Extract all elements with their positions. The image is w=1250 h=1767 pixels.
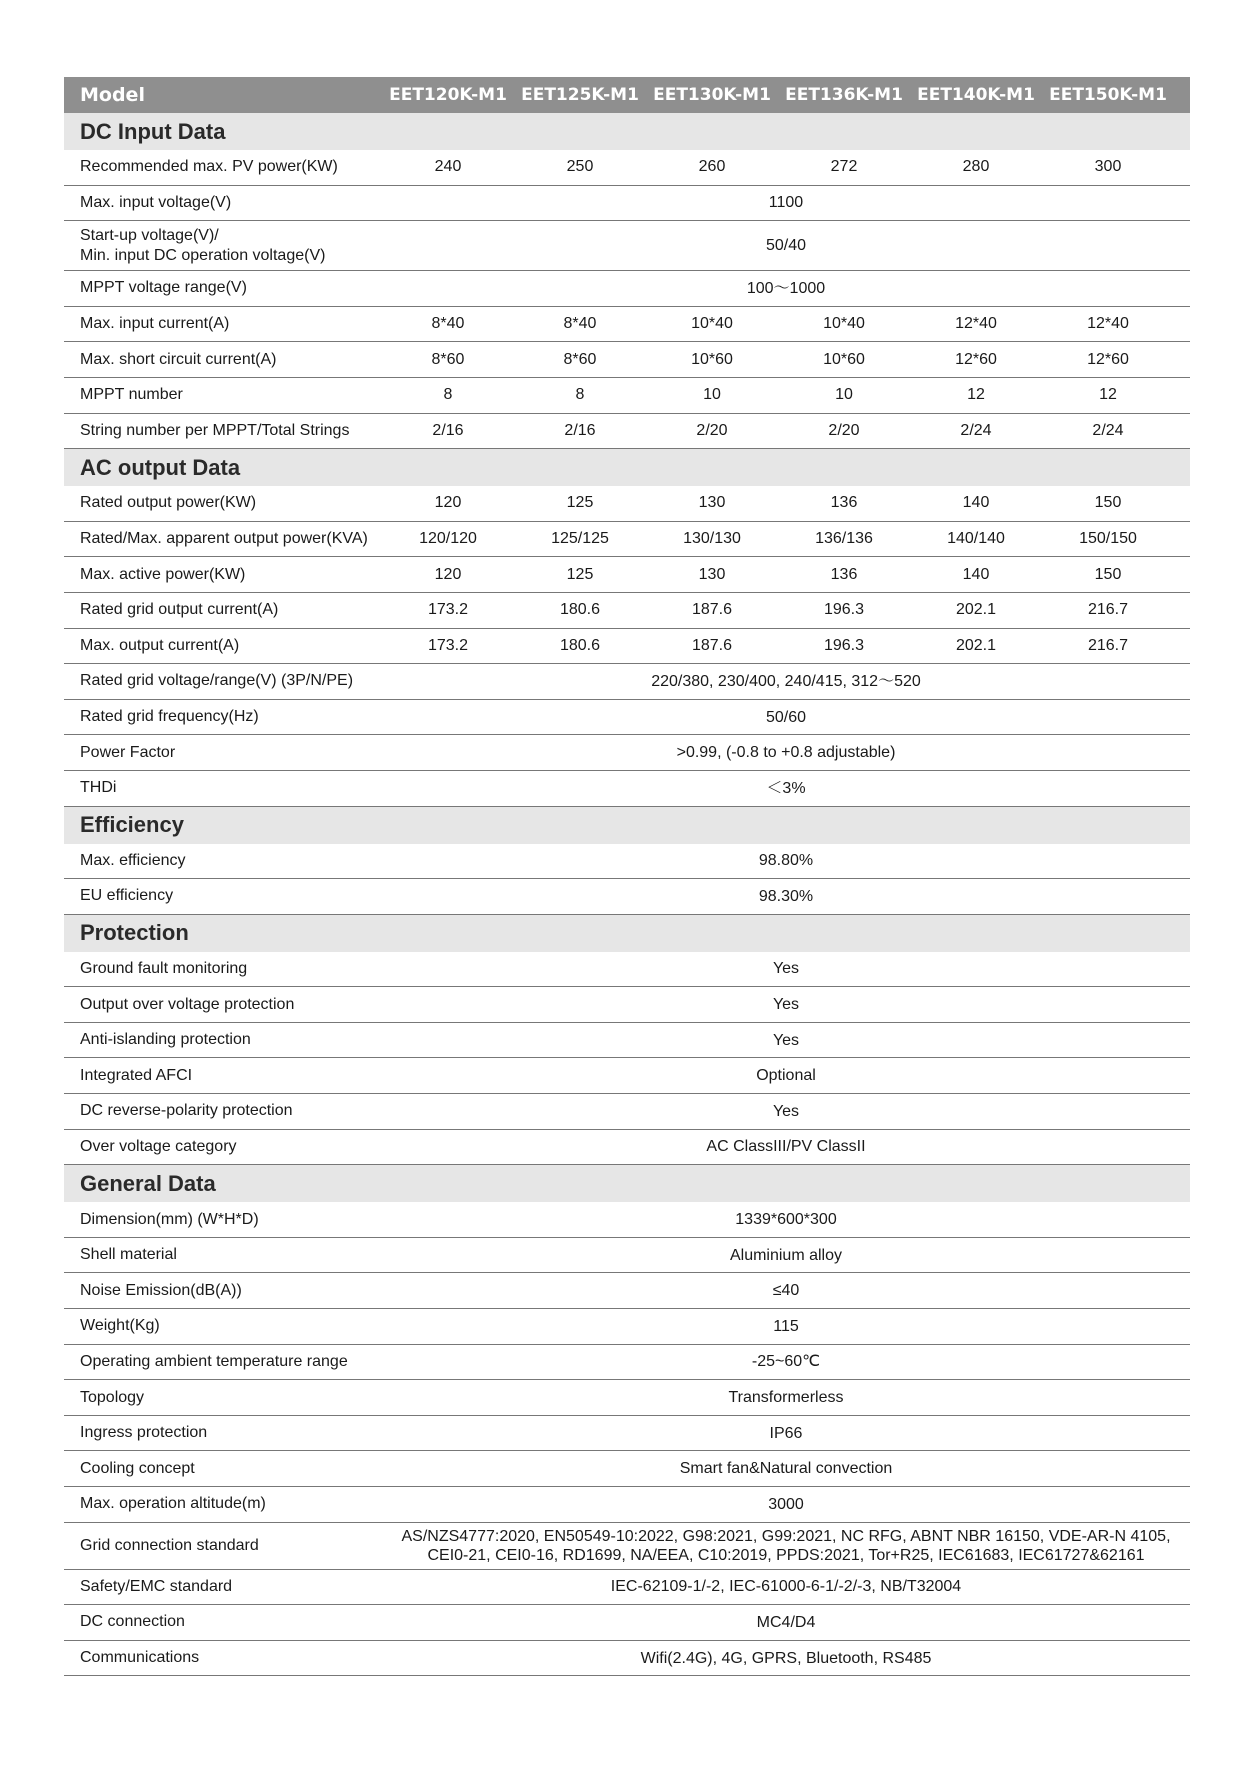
spec-value: 280 <box>962 158 990 176</box>
spec-value: 216.7 <box>1087 601 1129 619</box>
spec-row <box>64 1451 1190 1487</box>
spec-value: 8*60 <box>431 350 465 368</box>
spec-value: 202.1 <box>955 601 997 619</box>
section-title: DC Input Data <box>64 113 1190 150</box>
spec-row <box>64 1570 1190 1606</box>
spec-label: Rated output power(KW) <box>80 494 257 512</box>
spec-row <box>64 1202 1190 1238</box>
spec-value: 250 <box>566 158 594 176</box>
spec-row <box>64 1130 1190 1166</box>
spec-row <box>64 186 1190 222</box>
spec-value: 10 <box>703 386 721 404</box>
spec-value: 140 <box>962 494 990 512</box>
section-title: Efficiency <box>64 807 1190 844</box>
spec-value: 136 <box>830 494 858 512</box>
spec-value: 150 <box>1094 565 1122 583</box>
spec-row <box>64 1605 1190 1641</box>
spec-value-shared: AS/NZS4777:2020, EN50549-10:2022, G98:2021, G99:2021, NC RFG, ABNT NBR 16150, VDE-AR-N 4105, CEI0-21, CEI0-16, RD1699, NA/EEA, C10:2019, PPDS:2021, Tor+R25, IEC61683, IEC61727&62161 <box>401 1527 1171 1564</box>
spec-row <box>64 1023 1190 1059</box>
spec-row <box>64 1641 1190 1677</box>
spec-row <box>64 1416 1190 1452</box>
spec-value: 2/20 <box>828 421 860 439</box>
spec-value: 2/16 <box>432 421 464 439</box>
spec-label: THDi <box>80 779 117 797</box>
spec-value: 12 <box>967 386 985 404</box>
spec-value-shared: -25~60℃ <box>751 1353 821 1371</box>
spec-label: DC reverse-polarity protection <box>80 1102 293 1120</box>
spec-label: DC connection <box>80 1613 185 1631</box>
spec-value: 8*40 <box>563 315 597 333</box>
spec-value-shared: Smart fan&Natural convection <box>679 1460 893 1478</box>
spec-value-shared: IEC-62109-1/-2, IEC-61000-6-1/-2/-3, NB/T32004 <box>610 1578 962 1596</box>
spec-label: Recommended max. PV power(KW) <box>80 158 338 176</box>
model-name: EET150K-M1 <box>1049 85 1167 105</box>
spec-label: Max. short circuit current(A) <box>80 350 277 368</box>
spec-value: 187.6 <box>691 601 733 619</box>
spec-value: 10*60 <box>823 350 865 368</box>
spec-row <box>64 771 1190 807</box>
spec-value-shared: 50/60 <box>765 708 807 726</box>
spec-value: 136 <box>830 565 858 583</box>
spec-value-shared: Yes <box>772 1102 800 1120</box>
spec-value-shared: 98.30% <box>758 887 814 905</box>
model-name: EET136K-M1 <box>785 85 903 105</box>
spec-value: 300 <box>1094 158 1122 176</box>
spec-row <box>64 150 1190 186</box>
spec-label: Max. output current(A) <box>80 636 240 654</box>
spec-value: 12*60 <box>955 350 997 368</box>
spec-value: 125 <box>566 565 594 583</box>
spec-value: 2/24 <box>960 421 992 439</box>
spec-value: 8*40 <box>431 315 465 333</box>
spec-row <box>64 342 1190 378</box>
spec-value: 196.3 <box>823 636 865 654</box>
spec-value-shared: 115 <box>773 1317 799 1335</box>
spec-value: 120 <box>434 565 462 583</box>
spec-value-shared: Yes <box>772 996 800 1014</box>
spec-label: MPPT number <box>80 386 183 404</box>
model-header-row <box>64 77 1190 113</box>
spec-value-shared: 50/40 <box>765 237 807 255</box>
spec-table <box>64 77 1190 1676</box>
spec-value: 130/130 <box>683 530 741 548</box>
spec-row <box>64 629 1190 665</box>
model-name: EET140K-M1 <box>917 85 1035 105</box>
spec-value: 10*40 <box>823 315 865 333</box>
spec-row <box>64 664 1190 700</box>
spec-label: Output over voltage protection <box>80 995 295 1013</box>
spec-row <box>64 221 1190 271</box>
spec-row <box>64 378 1190 414</box>
spec-label: MPPT voltage range(V) <box>80 279 247 297</box>
spec-value-shared: MC4/D4 <box>756 1613 816 1631</box>
spec-value: 10 <box>835 386 853 404</box>
section-title: Protection <box>64 915 1190 952</box>
spec-value: 2/24 <box>1092 421 1124 439</box>
spec-value: 120/120 <box>419 530 477 548</box>
spec-row <box>64 1523 1190 1570</box>
spec-value: 173.2 <box>427 601 469 619</box>
spec-label: Communications <box>80 1649 200 1667</box>
spec-value-shared: ＜3% <box>766 779 806 797</box>
spec-value: 173.2 <box>427 636 469 654</box>
spec-value: 140/140 <box>947 530 1005 548</box>
spec-row <box>64 1238 1190 1274</box>
spec-row <box>64 593 1190 629</box>
spec-label: Rated grid frequency(Hz) <box>80 708 259 726</box>
spec-row <box>64 1309 1190 1345</box>
spec-value: 180.6 <box>559 636 601 654</box>
spec-value-shared: Wifi(2.4G), 4G, GPRS, Bluetooth, RS485 <box>640 1649 932 1667</box>
spec-label: Over voltage category <box>80 1137 237 1155</box>
spec-label: Max. input voltage(V) <box>80 193 232 211</box>
spec-label: Ground fault monitoring <box>80 959 248 977</box>
section-title: General Data <box>64 1165 1190 1202</box>
section-title: AC output Data <box>64 449 1190 486</box>
spec-label: Dimension(mm) (W*H*D) <box>80 1210 259 1228</box>
spec-value: 125 <box>566 494 594 512</box>
spec-value: 12*40 <box>1087 315 1129 333</box>
spec-label: Rated grid voltage/range(V) (3P/N/PE) <box>80 672 354 690</box>
spec-value: 140 <box>962 565 990 583</box>
spec-row <box>64 844 1190 880</box>
spec-value-shared: AC ClassIII/PV ClassII <box>706 1138 866 1156</box>
spec-label: Power Factor <box>80 743 176 761</box>
spec-value-shared: Yes <box>772 960 800 978</box>
spec-value: 8*60 <box>563 350 597 368</box>
spec-value: 150 <box>1094 494 1122 512</box>
spec-value: 150/150 <box>1079 530 1137 548</box>
spec-value-shared: Yes <box>772 1031 800 1049</box>
spec-label: Anti-islanding protection <box>80 1031 251 1049</box>
spec-row <box>64 700 1190 736</box>
spec-label: Max. efficiency <box>80 851 186 869</box>
spec-value: 187.6 <box>691 636 733 654</box>
spec-label: Grid connection standard <box>80 1536 259 1554</box>
spec-label: Max. active power(KW) <box>80 565 246 583</box>
spec-value-shared: Aluminium alloy <box>729 1246 843 1264</box>
spec-label: Ingress protection <box>80 1424 208 1442</box>
spec-value-shared: ≤40 <box>772 1282 800 1300</box>
spec-value-shared: 3000 <box>768 1495 804 1513</box>
spec-value: 8 <box>443 386 453 404</box>
spec-value: 130 <box>698 494 726 512</box>
spec-value-shared: 1100 <box>768 194 804 212</box>
spec-row <box>64 1345 1190 1381</box>
spec-row <box>64 557 1190 593</box>
spec-value: 12*60 <box>1087 350 1129 368</box>
spec-value: 240 <box>434 158 462 176</box>
spec-label: Operating ambient temperature range <box>80 1352 348 1370</box>
spec-label: Noise Emission(dB(A)) <box>80 1281 242 1299</box>
spec-value: 272 <box>830 158 858 176</box>
spec-label: Rated/Max. apparent output power(KVA) <box>80 530 368 548</box>
spec-row <box>64 271 1190 307</box>
spec-label: Cooling concept <box>80 1459 195 1477</box>
spec-value-shared: IP66 <box>769 1424 803 1442</box>
spec-value-shared: Optional <box>756 1067 816 1085</box>
spec-value-shared: Transformerless <box>728 1389 844 1407</box>
spec-label: Max. input current(A) <box>80 315 230 333</box>
spec-value: 2/20 <box>696 421 728 439</box>
spec-row <box>64 735 1190 771</box>
spec-label: EU efficiency <box>80 887 174 905</box>
spec-row <box>64 414 1190 450</box>
spec-row <box>64 1094 1190 1130</box>
spec-row <box>64 486 1190 522</box>
spec-row <box>64 522 1190 558</box>
spec-value: 130 <box>698 565 726 583</box>
spec-label: String number per MPPT/Total Strings <box>80 421 350 439</box>
spec-value: 10*60 <box>691 350 733 368</box>
spec-label: Start-up voltage(V)/ Min. input DC operation voltage(V) <box>80 226 326 264</box>
spec-value-shared: 220/380, 230/400, 240/415, 312～520 <box>651 672 921 690</box>
spec-value: 12*40 <box>955 315 997 333</box>
spec-value-shared: 1339*600*300 <box>735 1211 837 1229</box>
model-name: EET125K-M1 <box>521 85 639 105</box>
spec-value: 260 <box>698 158 726 176</box>
spec-value: 8 <box>575 386 585 404</box>
spec-row <box>64 1487 1190 1523</box>
spec-value: 180.6 <box>559 601 601 619</box>
spec-value: 196.3 <box>823 601 865 619</box>
model-header-label: Model <box>80 84 145 106</box>
spec-value: 2/16 <box>564 421 596 439</box>
spec-row <box>64 952 1190 988</box>
spec-value: 202.1 <box>955 636 997 654</box>
spec-label: Max. operation altitude(m) <box>80 1495 266 1513</box>
spec-value: 125/125 <box>551 530 609 548</box>
spec-row <box>64 987 1190 1023</box>
spec-row <box>64 307 1190 343</box>
spec-value: 216.7 <box>1087 636 1129 654</box>
model-name: EET120K-M1 <box>389 85 507 105</box>
spec-value: 12 <box>1099 386 1117 404</box>
spec-value: 120 <box>434 494 462 512</box>
spec-label: Weight(Kg) <box>80 1317 160 1335</box>
spec-value-shared: >0.99, (-0.8 to +0.8 adjustable) <box>676 744 896 762</box>
spec-label: Integrated AFCI <box>80 1066 193 1084</box>
spec-row <box>64 1273 1190 1309</box>
spec-value: 136/136 <box>815 530 873 548</box>
model-name: EET130K-M1 <box>653 85 771 105</box>
spec-label: Rated grid output current(A) <box>80 601 279 619</box>
spec-value-shared: 100～1000 <box>746 279 826 297</box>
spec-row <box>64 1380 1190 1416</box>
spec-label: Topology <box>80 1388 145 1406</box>
spec-value-shared: 98.80% <box>758 852 814 870</box>
spec-row <box>64 1058 1190 1094</box>
spec-label: Shell material <box>80 1246 177 1264</box>
spec-value: 10*40 <box>691 315 733 333</box>
spec-row <box>64 879 1190 915</box>
spec-label: Safety/EMC standard <box>80 1577 233 1595</box>
